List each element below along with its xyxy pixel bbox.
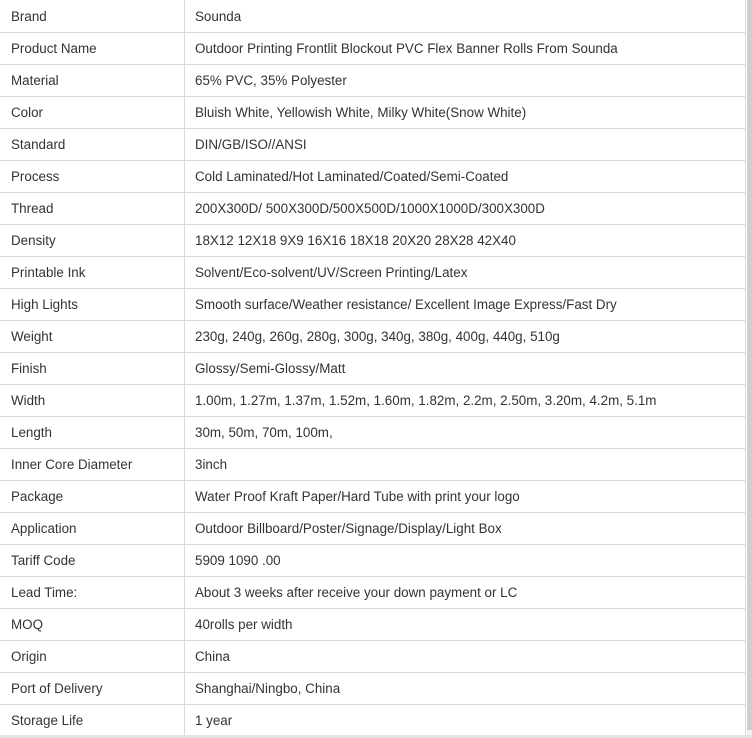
- spec-value: 200X300D/ 500X300D/500X500D/1000X1000D/300X300D: [185, 193, 746, 225]
- spec-label: Product Name: [1, 33, 185, 65]
- spec-value: Smooth surface/Weather resistance/ Excellent Image Express/Fast Dry: [185, 289, 746, 321]
- spec-label: Origin: [1, 641, 185, 673]
- table-row: [1, 641, 746, 673]
- spec-value: Water Proof Kraft Paper/Hard Tube with print your logo: [185, 481, 746, 513]
- spec-label: Package: [1, 481, 185, 513]
- spec-value: 5909 1090 .00: [185, 545, 746, 577]
- spec-label: Standard: [1, 129, 185, 161]
- table-row: [1, 33, 746, 65]
- table-row: [1, 481, 746, 513]
- table-row: [1, 193, 746, 225]
- spec-value: DIN/GB/ISO//ANSI: [185, 129, 746, 161]
- spec-value: Sounda: [185, 1, 746, 33]
- spec-value: 40rolls per width: [185, 609, 746, 641]
- table-row: [1, 129, 746, 161]
- spec-label: Brand: [1, 1, 185, 33]
- spec-label: Width: [1, 385, 185, 417]
- table-row: [1, 1, 746, 33]
- spec-value: Glossy/Semi-Glossy/Matt: [185, 353, 746, 385]
- table-row: [1, 417, 746, 449]
- table-row: [1, 65, 746, 97]
- spec-value: 1.00m, 1.27m, 1.37m, 1.52m, 1.60m, 1.82m, 2.2m, 2.50m, 3.20m, 4.2m, 5.1m: [185, 385, 746, 417]
- spec-value: Shanghai/Ningbo, China: [185, 673, 746, 705]
- spec-value: 1 year: [185, 705, 746, 737]
- table-row: [1, 577, 746, 609]
- spec-label: High Lights: [1, 289, 185, 321]
- spec-value: Outdoor Printing Frontlit Blockout PVC Flex Banner Rolls From Sounda: [185, 33, 746, 65]
- spec-label: Length: [1, 417, 185, 449]
- table-row: [1, 161, 746, 193]
- spec-label: Printable Ink: [1, 257, 185, 289]
- spec-value: 65% PVC, 35% Polyester: [185, 65, 746, 97]
- spec-value: 30m, 50m, 70m, 100m,: [185, 417, 746, 449]
- table-row: [1, 289, 746, 321]
- spec-label: Lead Time:: [1, 577, 185, 609]
- table-row: [1, 449, 746, 481]
- spec-label: Finish: [1, 353, 185, 385]
- spec-label: Storage Life: [1, 705, 185, 737]
- spec-label: Material: [1, 65, 185, 97]
- table-row: [1, 321, 746, 353]
- table-row: [1, 705, 746, 737]
- spec-label: Application: [1, 513, 185, 545]
- table-row: [1, 97, 746, 129]
- table-row: [1, 225, 746, 257]
- spec-label: MOQ: [1, 609, 185, 641]
- table-row: [1, 609, 746, 641]
- table-row: [1, 513, 746, 545]
- spec-label: Inner Core Diameter: [1, 449, 185, 481]
- table-row: [1, 353, 746, 385]
- spec-label: Process: [1, 161, 185, 193]
- spec-label: Density: [1, 225, 185, 257]
- spec-value: 18X12 12X18 9X9 16X16 18X18 20X20 28X28 42X40: [185, 225, 746, 257]
- spec-value: Bluish White, Yellowish White, Milky White(Snow White): [185, 97, 746, 129]
- spec-label: Thread: [1, 193, 185, 225]
- table-row: [1, 545, 746, 577]
- spec-value: About 3 weeks after receive your down payment or LC: [185, 577, 746, 609]
- table-row: [1, 673, 746, 705]
- spec-value: 230g, 240g, 260g, 280g, 300g, 340g, 380g, 400g, 440g, 510g: [185, 321, 746, 353]
- spec-value: Cold Laminated/Hot Laminated/Coated/Semi-Coated: [185, 161, 746, 193]
- spec-label: Color: [1, 97, 185, 129]
- spec-label: Port of Delivery: [1, 673, 185, 705]
- spec-value: China: [185, 641, 746, 673]
- scrollbar-thumb[interactable]: [747, 0, 752, 730]
- spec-value: Outdoor Billboard/Poster/Signage/Display/Light Box: [185, 513, 746, 545]
- spec-label: Tariff Code: [1, 545, 185, 577]
- spec-label: Weight: [1, 321, 185, 353]
- table-row: [1, 257, 746, 289]
- vertical-scrollbar[interactable]: [747, 0, 752, 738]
- spec-value: 3inch: [185, 449, 746, 481]
- table-row: [1, 385, 746, 417]
- spec-value: Solvent/Eco-solvent/UV/Screen Printing/Latex: [185, 257, 746, 289]
